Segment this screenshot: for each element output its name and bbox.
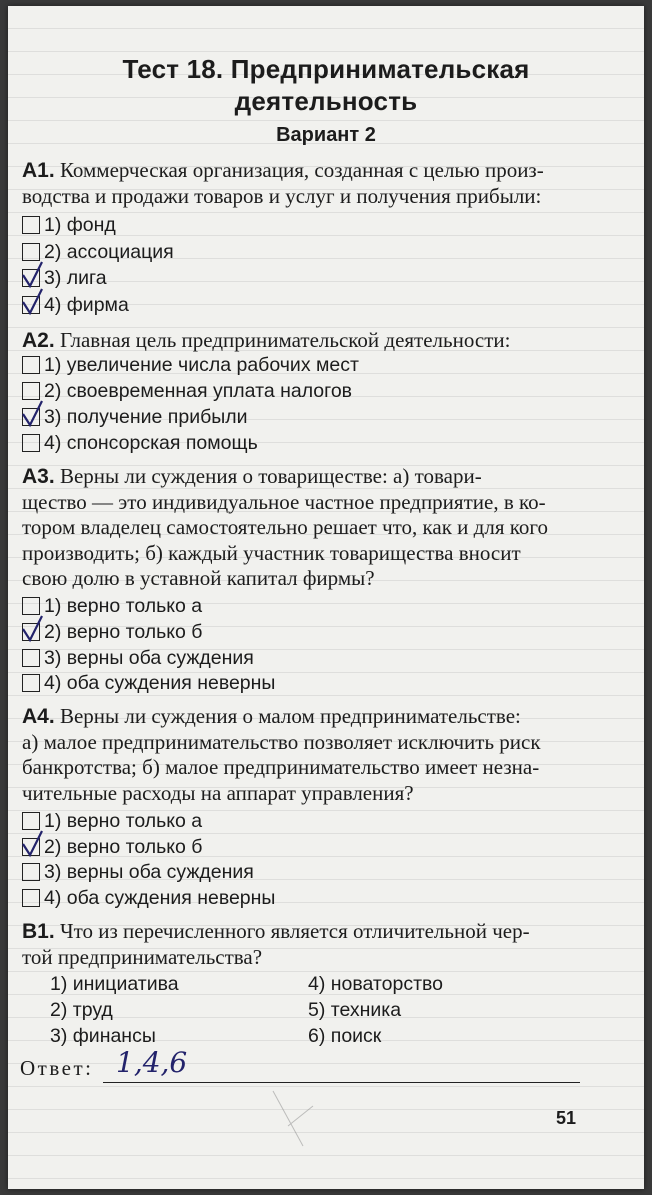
checkmark-icon <box>20 615 44 643</box>
test-title-line2: деятельность <box>234 86 418 116</box>
answer-label: Ответ: <box>20 1056 94 1080</box>
question-text-line: той предпринимательства? <box>22 944 263 969</box>
option-a2-2[interactable] <box>22 379 352 403</box>
question-text-line: а) малое предпринимательство позволяет исключить риск <box>22 729 541 754</box>
b1-option-3: 3) финансы <box>50 1025 156 1047</box>
option-label: 1) фонд <box>44 214 116 236</box>
checkmark-icon <box>20 261 44 289</box>
checkbox[interactable] <box>22 269 40 287</box>
option-label: 2) верно только б <box>44 836 203 858</box>
question-a4 <box>22 704 602 806</box>
option-a3-4[interactable] <box>22 671 275 695</box>
option-label: 1) верно только а <box>44 595 203 617</box>
option-label: 1) верно только а <box>44 810 203 832</box>
question-text-line: Главная цель предпринимательской деятельности: <box>59 328 511 352</box>
option-a2-3[interactable] <box>22 405 248 429</box>
option-label: 2) верно только б <box>44 621 203 643</box>
question-number: А2. <box>22 329 55 352</box>
question-text-line: Что из перечисленного является отличительной чер- <box>59 919 530 943</box>
question-a3 <box>22 464 602 592</box>
checkbox[interactable] <box>22 243 40 261</box>
question-text-line: свою долю в уставной капитал фирмы? <box>22 566 375 590</box>
question-number: А1. <box>22 159 55 182</box>
option-a1-3[interactable] <box>22 266 107 290</box>
option-label: 4) оба суждения неверны <box>44 672 276 694</box>
option-label: 3) получение прибыли <box>44 406 248 428</box>
checkbox[interactable] <box>22 623 40 641</box>
checkbox[interactable] <box>22 408 40 426</box>
question-text-line: банкротства; б) малое предпринимательство имеет незна- <box>22 755 540 779</box>
b1-option-2: 2) труд <box>50 999 113 1021</box>
answer-line <box>103 1082 580 1083</box>
checkbox[interactable] <box>22 674 40 692</box>
workbook-page <box>8 6 644 1189</box>
option-label: 3) верны оба суждения <box>44 861 254 883</box>
option-label: 4) фирма <box>44 294 129 316</box>
question-text-line: Верны ли суждения о товариществе: а) товари- <box>59 464 482 488</box>
option-label: 2) ассоциация <box>44 241 174 263</box>
question-a2 <box>22 328 602 354</box>
page-number: 51 <box>556 1108 577 1128</box>
option-label: 2) своевременная уплата налогов <box>44 380 353 402</box>
checkbox[interactable] <box>22 889 40 907</box>
option-a4-2[interactable] <box>22 835 202 859</box>
b1-option-1: 1) инициатива <box>50 973 179 995</box>
checkbox[interactable] <box>22 434 40 452</box>
checkbox[interactable] <box>22 382 40 400</box>
checkbox[interactable] <box>22 296 40 314</box>
option-label: 4) спонсорская помощь <box>44 432 258 454</box>
option-label: 3) верны оба суждения <box>44 647 254 669</box>
option-a4-4[interactable] <box>22 886 275 910</box>
checkmark-icon <box>20 400 44 428</box>
question-text-line: Верны ли суждения о малом предпринимательстве: <box>59 704 521 728</box>
test-title-line1: Тест 18. Предпринимательская <box>122 54 530 84</box>
option-label: 1) увеличение числа рабочих мест <box>44 354 359 376</box>
question-number: В1. <box>22 920 55 943</box>
answer-handwritten-value[interactable]: 1,4,6 <box>116 1046 188 1079</box>
option-a1-1[interactable] <box>22 213 116 237</box>
checkmark-icon <box>20 830 44 858</box>
question-text-line: чительные расходы на аппарат управления? <box>22 780 414 805</box>
checkbox[interactable] <box>22 597 40 615</box>
option-label: 3) лига <box>44 267 107 289</box>
question-number: А3. <box>22 465 55 488</box>
option-a2-4[interactable] <box>22 431 258 455</box>
question-text-line: производить; б) каждый участник товарищества вносит <box>22 540 521 565</box>
checkbox[interactable] <box>22 216 40 234</box>
option-a1-4[interactable] <box>22 293 129 317</box>
question-b1 <box>22 919 602 970</box>
option-a3-3[interactable] <box>22 646 254 670</box>
question-text-line: водства и продажи товаров и услуг и получения прибыли: <box>22 183 542 208</box>
checkbox[interactable] <box>22 838 40 856</box>
checkbox[interactable] <box>22 863 40 881</box>
option-a4-1[interactable] <box>22 809 202 833</box>
b1-option-4: 4) новаторство <box>308 973 443 995</box>
question-text-line: Коммерческая организация, созданная с целью произ- <box>59 158 544 182</box>
option-a3-2[interactable] <box>22 620 202 644</box>
variant-heading: Вариант 2 <box>276 124 376 146</box>
question-text-line: тором владелец самостоятельно решает что, как и для кого <box>22 515 548 539</box>
checkbox[interactable] <box>22 812 40 830</box>
option-a1-2[interactable] <box>22 240 174 264</box>
question-a1 <box>22 158 602 209</box>
b1-option-5: 5) техника <box>308 999 402 1021</box>
checkbox[interactable] <box>22 649 40 667</box>
checkbox[interactable] <box>22 356 40 374</box>
option-label: 4) оба суждения неверны <box>44 887 276 909</box>
option-a4-3[interactable] <box>22 860 254 884</box>
option-a3-1[interactable] <box>22 594 202 618</box>
question-number: А4. <box>22 705 55 728</box>
pencil-mark-icon <box>263 1086 323 1156</box>
checkmark-icon <box>20 288 44 316</box>
question-text-line: щество — это индивидуальное частное предприятие, в ко- <box>22 489 546 514</box>
b1-option-6: 6) поиск <box>308 1025 382 1047</box>
option-a2-1[interactable] <box>22 353 359 377</box>
